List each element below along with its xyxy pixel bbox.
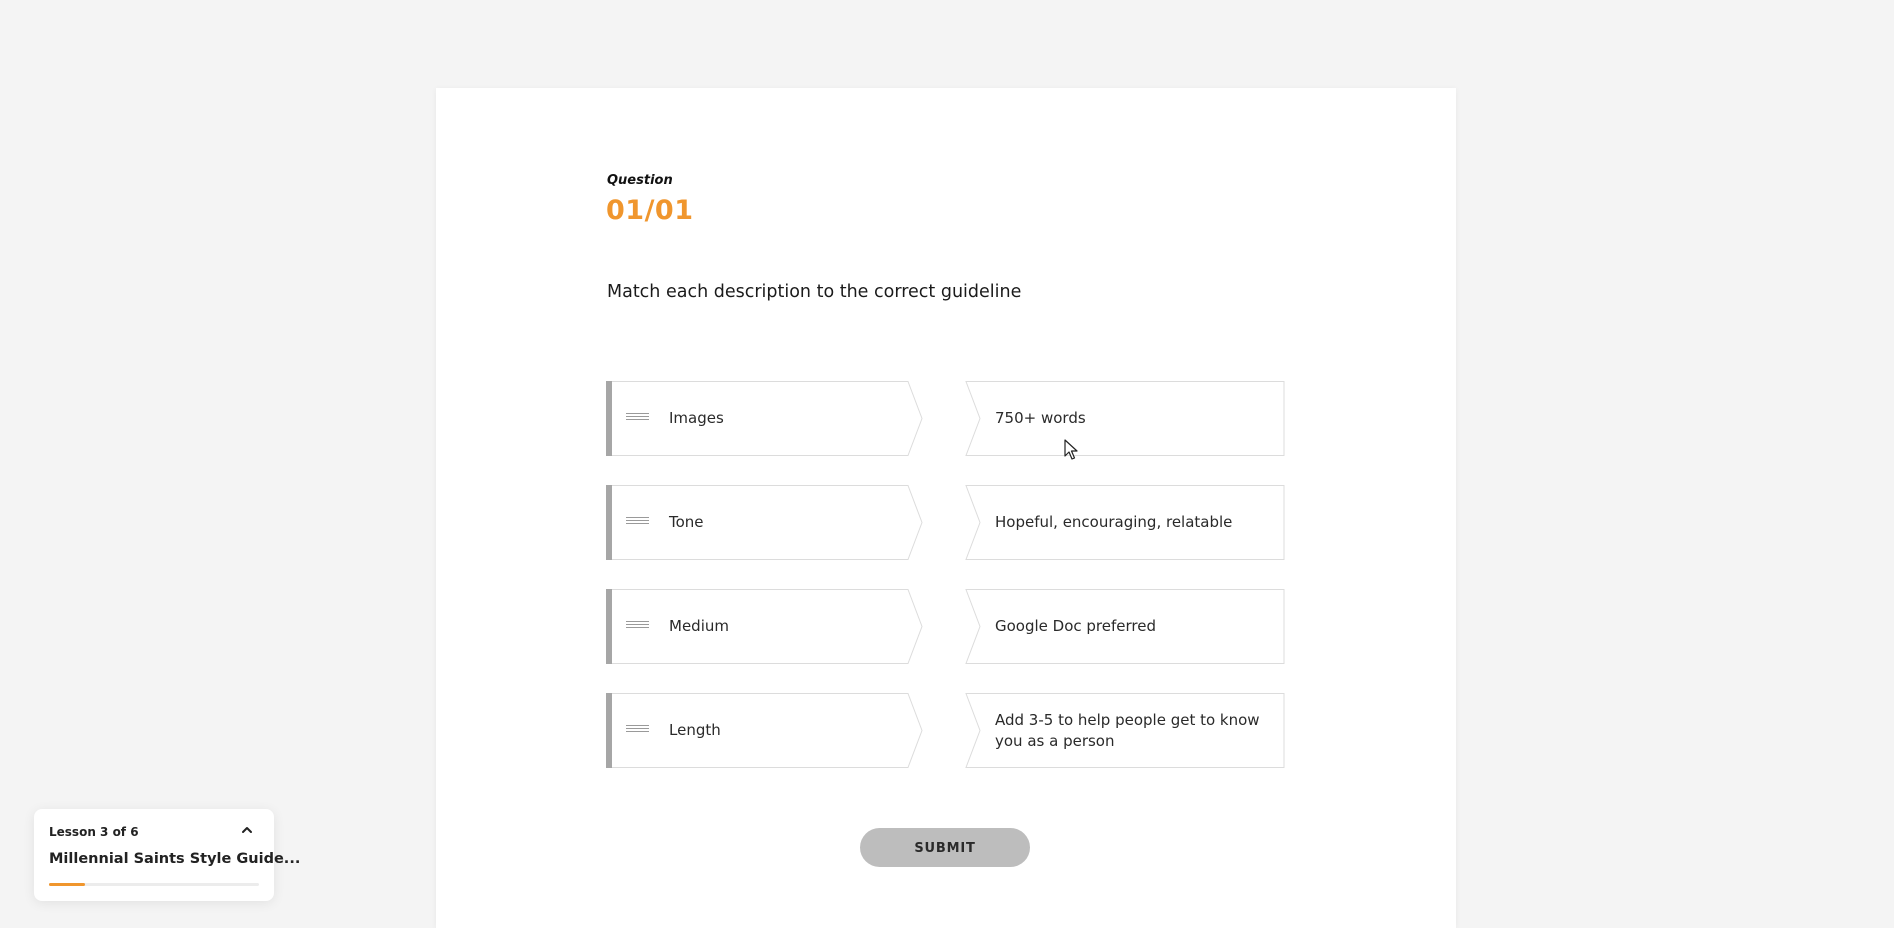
source-item-bar: [606, 381, 612, 456]
question-number: 01/01: [606, 195, 694, 226]
source-item-length[interactable]: Length: [669, 721, 721, 739]
lesson-title: Millennial Saints Style Guide...: [49, 851, 301, 867]
cursor-icon: [1064, 439, 1078, 461]
match-pair: [606, 589, 1286, 665]
lesson-progress-fill: [49, 883, 85, 886]
source-item-bar: [606, 589, 612, 664]
source-item-medium[interactable]: Medium: [669, 617, 729, 635]
drag-handle-icon[interactable]: [626, 517, 649, 527]
target-item-4[interactable]: Add 3-5 to help people get to know you as a person: [995, 710, 1260, 750]
drag-handle-icon[interactable]: [626, 413, 649, 423]
lesson-progress-widget[interactable]: [34, 809, 301, 901]
target-item-3[interactable]: Google Doc preferred: [995, 617, 1156, 635]
chevron-up-icon[interactable]: [240, 823, 254, 837]
lesson-count: Lesson 3 of 6: [49, 825, 139, 839]
submit-button[interactable]: SUBMIT: [860, 828, 1030, 867]
question-label: Question: [607, 173, 673, 188]
match-pair: [606, 485, 1286, 561]
target-item-1[interactable]: 750+ words: [995, 409, 1086, 427]
source-item-bar: [606, 693, 612, 768]
drag-handle-icon[interactable]: [626, 725, 649, 735]
source-item-bar: [606, 485, 612, 560]
source-item-images[interactable]: Images: [669, 409, 724, 427]
match-pair: [606, 693, 1286, 769]
lesson-progress-bar: [49, 883, 259, 886]
drag-handle-icon[interactable]: [626, 621, 649, 631]
question-prompt: Match each description to the correct guideline: [607, 282, 1022, 302]
target-item-2[interactable]: Hopeful, encouraging, relatable: [995, 513, 1233, 531]
source-item-tone[interactable]: Tone: [669, 513, 704, 531]
match-pair: [606, 381, 1286, 457]
